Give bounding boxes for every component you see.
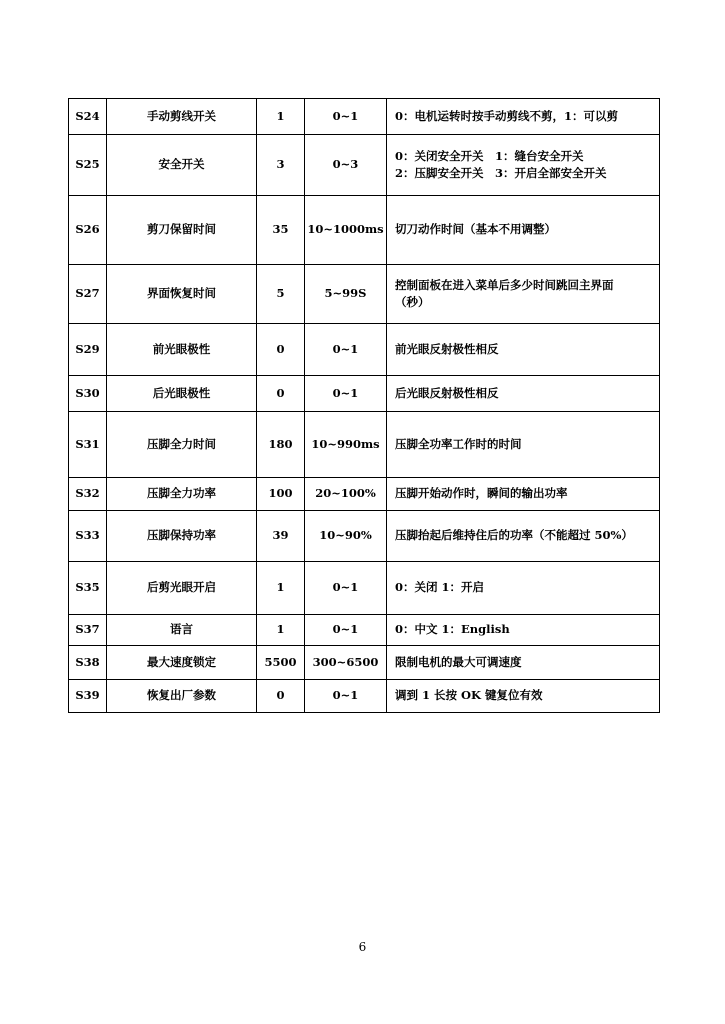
- param-code: S37: [69, 615, 107, 646]
- param-code: S33: [69, 511, 107, 562]
- param-name: 压脚全力时间: [107, 412, 257, 478]
- description-line: 压脚开始动作时，瞬间的输出功率: [395, 486, 568, 501]
- param-description: [387, 324, 660, 376]
- param-description: [387, 135, 660, 196]
- param-default: 5: [257, 265, 305, 324]
- param-default: 3: [257, 135, 305, 196]
- param-code: S27: [69, 265, 107, 324]
- param-range: 0~1: [305, 562, 387, 615]
- description-line: 切刀动作时间（基本不用调整）: [395, 222, 556, 237]
- param-range: 0~1: [305, 99, 387, 135]
- description-line: 0：电机运转时按手动剪线不剪，1：可以剪: [395, 108, 619, 123]
- param-description: [387, 680, 660, 713]
- param-code: S29: [69, 324, 107, 376]
- param-default: 1: [257, 99, 305, 135]
- param-default: 0: [257, 680, 305, 713]
- description-line: 限制电机的最大可调速度: [395, 654, 522, 669]
- description-line: 0：中文 1：English: [395, 622, 510, 637]
- table-row: [69, 324, 660, 376]
- description-line: 2：压脚安全开关 3：开启全部安全开关: [395, 166, 607, 180]
- param-range: 0~1: [305, 680, 387, 713]
- param-default: 0: [257, 324, 305, 376]
- table-row: [69, 562, 660, 615]
- param-default: 5500: [257, 646, 305, 680]
- parameter-table-body: [69, 99, 660, 713]
- param-range: 20~100%: [305, 478, 387, 511]
- param-description: [387, 412, 660, 478]
- table-row: [69, 615, 660, 646]
- description-line: 0：关闭安全开关 1：缝台安全开关: [395, 148, 584, 163]
- table-row: [69, 196, 660, 265]
- table-row: [69, 412, 660, 478]
- description-line: 后光眼反射极性相反: [395, 385, 499, 400]
- param-name: 恢复出厂参数: [107, 680, 257, 713]
- param-name: 界面恢复时间: [107, 265, 257, 324]
- description-line: 控制面板在进入菜单后多少时间跳回主界面: [395, 277, 614, 292]
- table-row: [69, 265, 660, 324]
- param-name: 压脚全力功率: [107, 478, 257, 511]
- param-description: [387, 99, 660, 135]
- param-code: S39: [69, 680, 107, 713]
- param-name: 后光眼极性: [107, 376, 257, 412]
- table-row: [69, 376, 660, 412]
- param-description: [387, 478, 660, 511]
- param-range: 10~990ms: [305, 412, 387, 478]
- table-row: [69, 478, 660, 511]
- param-code: S35: [69, 562, 107, 615]
- description-line: 调到 1 长按 OK 键复位有效: [395, 688, 543, 703]
- param-range: 300~6500: [305, 646, 387, 680]
- description-line: 前光眼反射极性相反: [395, 341, 499, 356]
- param-name: 语言: [107, 615, 257, 646]
- param-code: S26: [69, 196, 107, 265]
- param-range: 0~1: [305, 324, 387, 376]
- table-row: [69, 99, 660, 135]
- param-default: 1: [257, 562, 305, 615]
- param-range: 0~1: [305, 376, 387, 412]
- param-description: [387, 646, 660, 680]
- param-name: 最大速度锁定: [107, 646, 257, 680]
- param-default: 1: [257, 615, 305, 646]
- description-line: 0：关闭 1：开启: [395, 580, 485, 595]
- param-code: S31: [69, 412, 107, 478]
- description-line: 压脚抬起后维持住后的功率（不能超过 50%）: [395, 528, 633, 543]
- param-description: [387, 376, 660, 412]
- param-name: 前光眼极性: [107, 324, 257, 376]
- param-code: S25: [69, 135, 107, 196]
- table-row: [69, 646, 660, 680]
- param-range: 0~1: [305, 615, 387, 646]
- param-range: 10~1000ms: [305, 196, 387, 265]
- param-description: [387, 265, 660, 324]
- param-description: [387, 615, 660, 646]
- param-default: 180: [257, 412, 305, 478]
- param-code: S24: [69, 99, 107, 135]
- param-code: S38: [69, 646, 107, 680]
- param-name: 压脚保持功率: [107, 511, 257, 562]
- param-default: 0: [257, 376, 305, 412]
- param-default: 100: [257, 478, 305, 511]
- param-name: 剪刀保留时间: [107, 196, 257, 265]
- page-number: 6: [358, 940, 367, 954]
- description-line: 压脚全功率工作时的时间: [395, 436, 522, 451]
- param-name: 安全开关: [107, 135, 257, 196]
- table-row: [69, 680, 660, 713]
- param-description: [387, 196, 660, 265]
- param-description: [387, 562, 660, 615]
- param-default: 35: [257, 196, 305, 265]
- param-range: 0~3: [305, 135, 387, 196]
- param-default: 39: [257, 511, 305, 562]
- table-row: [69, 135, 660, 196]
- param-range: 10~90%: [305, 511, 387, 562]
- param-code: S32: [69, 478, 107, 511]
- param-code: S30: [69, 376, 107, 412]
- param-description: [387, 511, 660, 562]
- description-line: （秒）: [395, 295, 430, 309]
- param-range: 5~99S: [305, 265, 387, 324]
- param-name: 后剪光眼开启: [107, 562, 257, 615]
- table-row: [69, 511, 660, 562]
- param-name: 手动剪线开关: [107, 99, 257, 135]
- parameter-table: [68, 98, 660, 713]
